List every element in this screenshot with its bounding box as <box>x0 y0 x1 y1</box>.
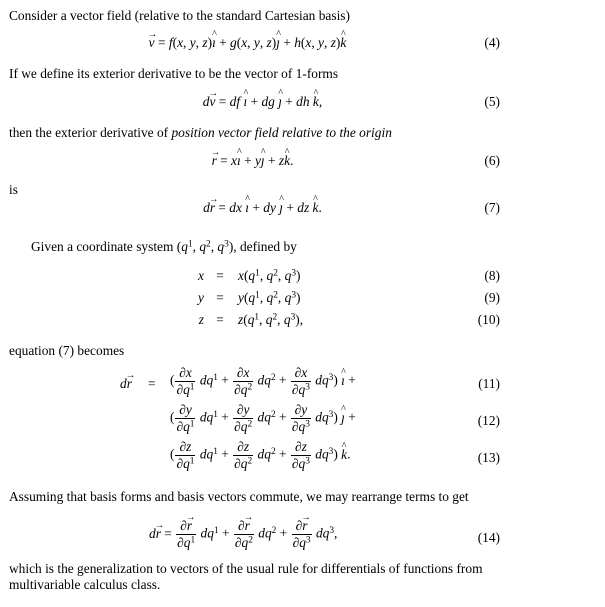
equation-13: ( $\frac{\partial z}{\partial q^1}$ $dq^1$ + $\frac{\partial z}{\partial q^2}$ $dq^2$ + $\frac{\partial z}{\partial q^3}$ $dq^3$) k ^. (13) <box>0 440 605 478</box>
paragraph-generalization: which is the generalization to vectors of the usual rule for differentials of functions from multivariable calculus class. <box>9 561 483 593</box>
paragraph-position-vector-start: then the exterior derivative of <box>9 125 172 140</box>
paragraph-rearrange: Assuming that basis forms and basis vectors commute, we may rearrange terms to get <box>9 489 469 504</box>
equation-5-number: (5) <box>484 94 500 109</box>
paragraph-exterior-derivative: If we define its exterior derivative to be the vector of 1-forms <box>9 66 339 81</box>
equation-10-number: (10) <box>477 312 500 327</box>
equation-5-body: dv → = df ı ^ + dg ȷ ^ + dh k ^, <box>0 94 565 110</box>
equation-13-number: (13) <box>477 450 500 465</box>
equation-14 <box>0 519 605 557</box>
equation-14-number: (14) <box>477 530 500 545</box>
equation-12: ( $\frac{\partial y}{\partial q^1}$ $dq^1$ + $\frac{\partial y}{\partial q^2}$ $dq^2$ + $\frac{\partial y}{\partial q^3}$ $dq^3$) ȷ ^ + (12) <box>0 403 605 441</box>
equations-11-13 <box>0 366 605 478</box>
paragraph-position-vector <box>9 125 597 141</box>
equations-8-10: x = $x(q^1$, $q^2$, $q^3$) (8) y = $y(q^1$, $q^2$, $q^3$) (9) z = $z(q^1$, $q^2$, $q^3$), (10) <box>198 268 500 327</box>
equation-9-number: (9) <box>484 290 500 305</box>
paragraph-position-vector-emphasis: position vector field relative to the origin <box>171 125 392 140</box>
equation-6-body: r → = xı ^ + yȷ ^ + zk ^. <box>0 153 555 169</box>
paragraph-coordinate-system-end: ), defined by <box>228 239 297 254</box>
equation-12-number: (12) <box>477 413 500 428</box>
equation-4-body: v → = f(x, y, z)ı ^ + g(x, y, z)ȷ ^ + h(x, y, z)k ^ <box>0 35 550 51</box>
paragraph-is: is <box>9 182 18 197</box>
equation-11-number: (11) <box>478 376 500 391</box>
equation-7-body: dr → = dx ı ^ + dy ȷ ^ + dz k ^. <box>0 200 565 216</box>
equation-11: dr → = ( $\frac{\partial x}{\partial q^1}$ $dq^1$ + $\frac{\partial x}{\partial q^2}$ $dq^2$ + $\frac{\partial x}{\partial q^3}$ $dq^3$) ı ^ + (11) <box>0 366 605 404</box>
equation-8-number: (8) <box>484 268 500 283</box>
paragraph-equation-7-becomes: equation (7) becomes <box>9 343 125 358</box>
equation-14-body: dr → = $\frac{\partial r \to}{\partial q^1}$ $dq^1$ + $\frac{\partial r \to}{\partial q^2}$ $dq^2$ + $\frac{\partial r \to}{\partial q^3}$ $dq^3$, <box>149 519 337 550</box>
paragraph-coordinate-system: Given a coordinate system ($q^1$, $q^2$, $q^3$), defined by <box>31 239 297 254</box>
paragraph-coordinate-system-start: Given a coordinate system ( <box>31 239 182 254</box>
equation-6-number: (6) <box>484 153 500 168</box>
paragraph-intro: Consider a vector field (relative to the standard Cartesian basis) <box>9 8 350 23</box>
equation-4-number: (4) <box>484 35 500 50</box>
equation-7-number: (7) <box>484 200 500 215</box>
